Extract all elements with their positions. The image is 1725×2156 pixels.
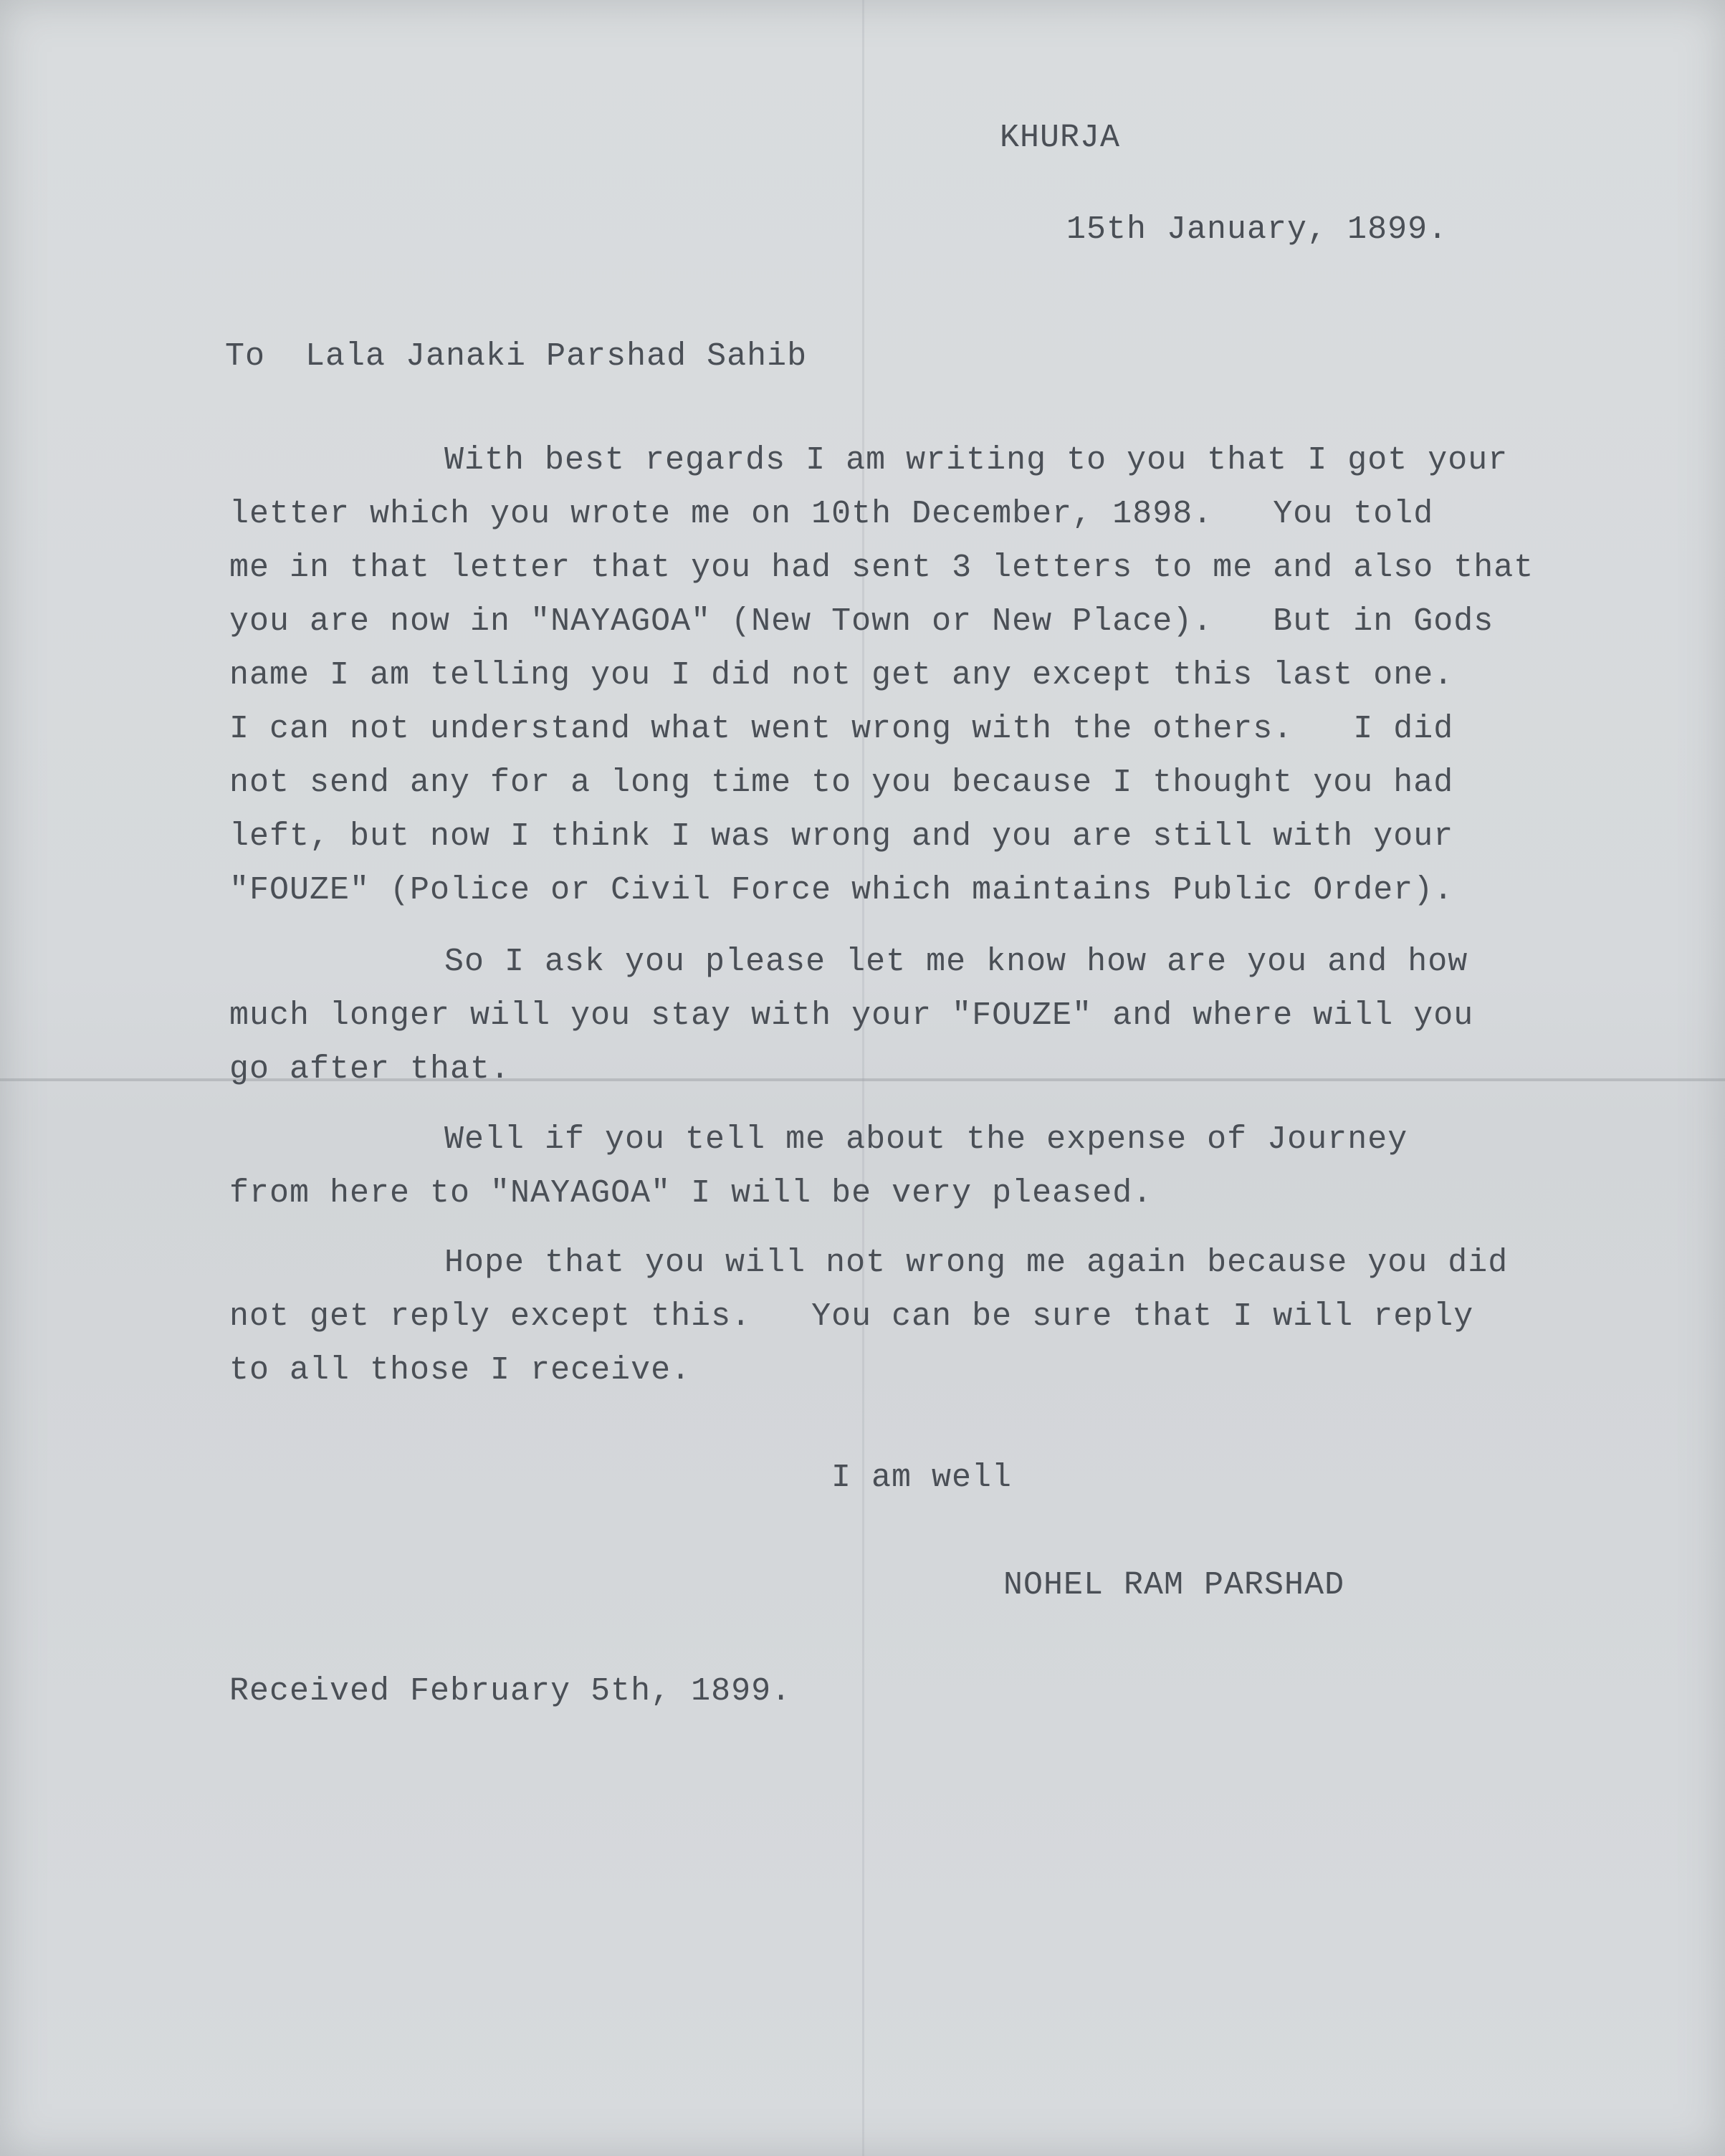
received-note: Received February 5th, 1899. <box>229 1673 792 1710</box>
paragraph-4-line: to all those I receive. <box>229 1352 692 1389</box>
paragraph-2-line: go after that. <box>229 1051 511 1088</box>
letter-place: KHURJA <box>1000 120 1121 156</box>
paragraph-2-line: So I ask you please let me know how are you and how <box>444 944 1468 980</box>
paragraph-1-line: I can not understand what went wrong with the others. I did <box>229 711 1454 747</box>
paragraph-1-line: name I am telling you I did not get any except this last one. <box>229 657 1454 694</box>
paragraph-1-line: left, but now I think I was wrong and you are still with your <box>229 818 1454 855</box>
paragraph-3-line: from here to "NAYAGOA" I will be very pleased. <box>229 1175 1153 1212</box>
letter-closing: I am well <box>831 1460 1013 1496</box>
paragraph-4-line: Hope that you will not wrong me again because you did <box>444 1245 1509 1281</box>
paragraph-2-line: much longer will you stay with your "FOUZE" and where will you <box>229 997 1474 1034</box>
paragraph-1-line: "FOUZE" (Police or Civil Force which maintains Public Order). <box>229 872 1454 909</box>
letter-signature: NOHEL RAM PARSHAD <box>1003 1567 1345 1604</box>
paper-fold-vertical <box>862 0 864 2156</box>
letter-salutation: To Lala Janaki Parshad Sahib <box>225 338 808 375</box>
paragraph-1-line: not send any for a long time to you because I thought you had <box>229 765 1454 801</box>
paragraph-1-line: With best regards I am writing to you that I got your <box>444 442 1509 479</box>
paragraph-1-line: me in that letter that you had sent 3 letters to me and also that <box>229 550 1534 586</box>
paragraph-1-line: letter which you wrote me on 10th December, 1898. You told <box>229 496 1434 532</box>
letter-date: 15th January, 1899. <box>1066 211 1448 248</box>
paragraph-4-line: not get reply except this. You can be sure that I will reply <box>229 1298 1474 1335</box>
paragraph-3-line: Well if you tell me about the expense of Journey <box>444 1121 1408 1158</box>
paragraph-1-line: you are now in "NAYAGOA" (New Town or New Place). But in Gods <box>229 603 1494 640</box>
